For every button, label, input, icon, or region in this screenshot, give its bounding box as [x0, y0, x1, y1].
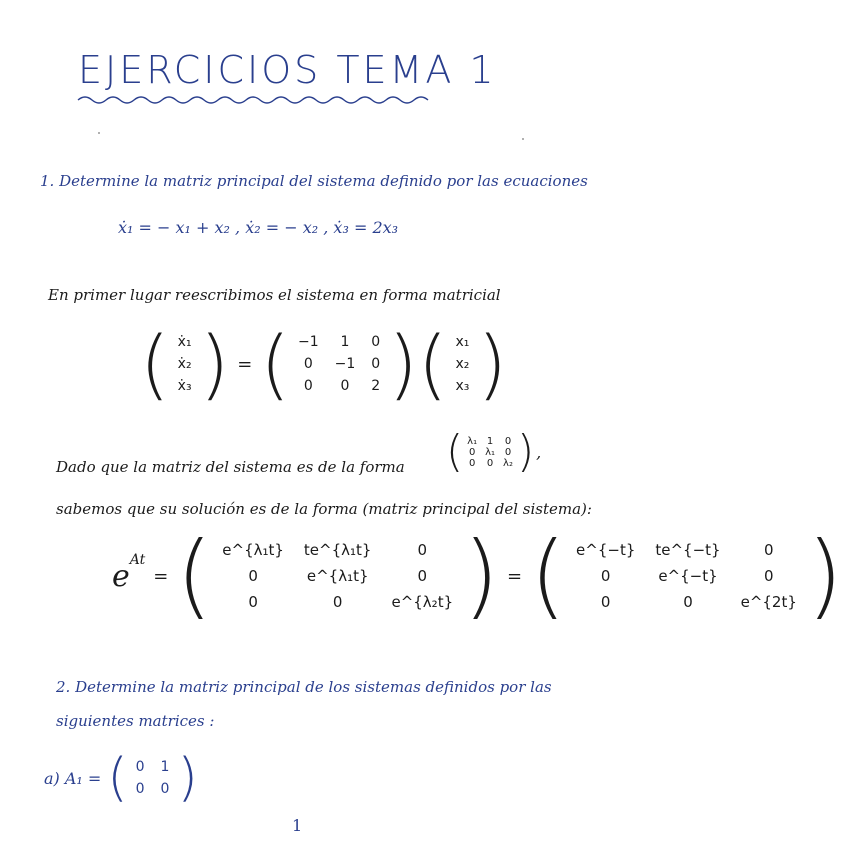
- matrix-A1-entry: 1: [160, 759, 170, 775]
- lhs-entry: ẋ₃: [177, 378, 192, 394]
- matrix-entry: 0: [303, 378, 313, 394]
- exercise-1-statement: 1. Determine la matriz principal del sistema definido por las ecuaciones: [40, 172, 588, 190]
- exercise-1-equations: ẋ₁ = − x₁ + x₂ , ẋ₂ = − x₂ , ẋ₃ = 2x₃: [118, 218, 399, 237]
- page-number: 1: [292, 816, 303, 835]
- page-title: EJERCICIOS TEMA 1: [78, 48, 497, 92]
- matrix-entry: 0: [371, 356, 381, 372]
- matrix-A1-entry: 0: [135, 759, 145, 775]
- matrix-entry: 2: [371, 378, 381, 394]
- exp-general-entry: 0: [248, 567, 258, 585]
- matrix-entry: 0: [340, 378, 350, 394]
- matrix-entry: 0: [303, 356, 313, 372]
- form-matrix-entry: λ₁: [467, 435, 478, 447]
- exercise-2a: a) A₁ = ( 0 1 0 0 ): [44, 748, 198, 808]
- matrix-exponential: e At = ( e^{λ₁t} te^{λ₁t} 0 0 e^{λ₁t} 0 0 0 e^{λ₂t} ) = ( e^{−t} te^{−t} 0 0 e^{−t} 0 0 0 e^{2t} ): [112, 522, 843, 629]
- form-matrix-entry: λ₂: [503, 457, 513, 469]
- exp-general-entry: 0: [417, 567, 428, 585]
- exercise-2-statement-line1: 2. Determine la matriz principal de los sistemas definidos por las: [56, 678, 552, 696]
- pencil-dot: [98, 132, 100, 134]
- form-matrix-entry: 0: [486, 457, 494, 469]
- exp-general-entry: e^{λ₁t}: [222, 541, 284, 559]
- exp-result-matrix: [566, 537, 807, 615]
- exp-superscript: At: [129, 552, 146, 568]
- exp-general-entry: te^{λ₁t}: [303, 541, 372, 559]
- equals-sign: =: [507, 565, 523, 587]
- lhs-vector: [170, 331, 200, 397]
- exp-result-entry: 0: [763, 541, 774, 559]
- rhs-vector: [447, 331, 477, 397]
- matrix-entry: 1: [340, 334, 350, 350]
- matrix-A: [290, 331, 388, 397]
- equals-sign: =: [153, 565, 169, 587]
- rhs-entry: x₃: [455, 378, 470, 394]
- exp-general-entry: e^{λ₂t}: [391, 593, 454, 611]
- matrix-equation: ( ẋ₁ ẋ₂ ẋ₃ ) = ( −1 1 0 0 −1 0 0 0 2 ) ( x₁ x₂ x₃ ): [140, 319, 508, 408]
- matrix-A1-entry: 0: [135, 781, 145, 797]
- exp-result-entry: e^{−t}: [658, 567, 718, 585]
- exp-result-entry: 0: [763, 567, 774, 585]
- exercise-2-statement-line2: siguientes matrices :: [56, 712, 215, 730]
- exp-general-matrix: [212, 537, 463, 615]
- rhs-entry: x₁: [455, 334, 470, 350]
- form-matrix-entry: 0: [504, 435, 512, 447]
- form-matrix-entry: 0: [468, 457, 476, 469]
- exp-result-entry: te^{−t}: [655, 541, 721, 559]
- exp-general-entry: e^{λ₁t}: [306, 567, 369, 585]
- form-matrix-entry: 0: [468, 446, 476, 458]
- lhs-entry: ẋ₁: [177, 334, 192, 350]
- form-matrix: ( λ₁ 1 0 0 λ₁ 0 0 0 λ₂ ) ,: [446, 426, 542, 477]
- exp-result-entry: e^{2t}: [740, 593, 797, 611]
- form-matrix-entry: 1: [486, 435, 494, 447]
- exp-result-entry: 0: [683, 593, 693, 611]
- item-label: a) A₁ =: [44, 768, 102, 788]
- form-matrix-entry: λ₁: [485, 446, 496, 458]
- form-text: Dado que la matriz del sistema es de la forma: [56, 458, 405, 476]
- matrix-A1-entry: 0: [160, 781, 170, 797]
- exercise-1-step1: En primer lugar reescribimos el sistema en forma matricial: [48, 286, 501, 304]
- equals-sign: =: [237, 353, 253, 375]
- exp-base: e: [112, 558, 130, 594]
- matrix-entry: 0: [371, 334, 381, 350]
- matrix-entry: −1: [297, 334, 319, 350]
- lhs-entry: ẋ₂: [177, 356, 192, 372]
- exp-general-entry: 0: [417, 541, 428, 559]
- matrix-A1: [128, 756, 178, 800]
- exp-result-entry: 0: [600, 593, 611, 611]
- exp-general-entry: 0: [248, 593, 258, 611]
- pencil-dot: [522, 138, 524, 140]
- matrix-entry: −1: [334, 356, 356, 372]
- rhs-entry: x₂: [455, 356, 470, 372]
- solution-text: sabemos que su solución es de la forma (matriz principal del sistema):: [56, 500, 592, 518]
- title-wavy-underline: [78, 94, 428, 106]
- exp-general-entry: 0: [332, 593, 343, 611]
- exp-result-entry: e^{−t}: [576, 541, 636, 559]
- exp-result-entry: 0: [600, 567, 611, 585]
- form-matrix-entry: 0: [504, 446, 512, 458]
